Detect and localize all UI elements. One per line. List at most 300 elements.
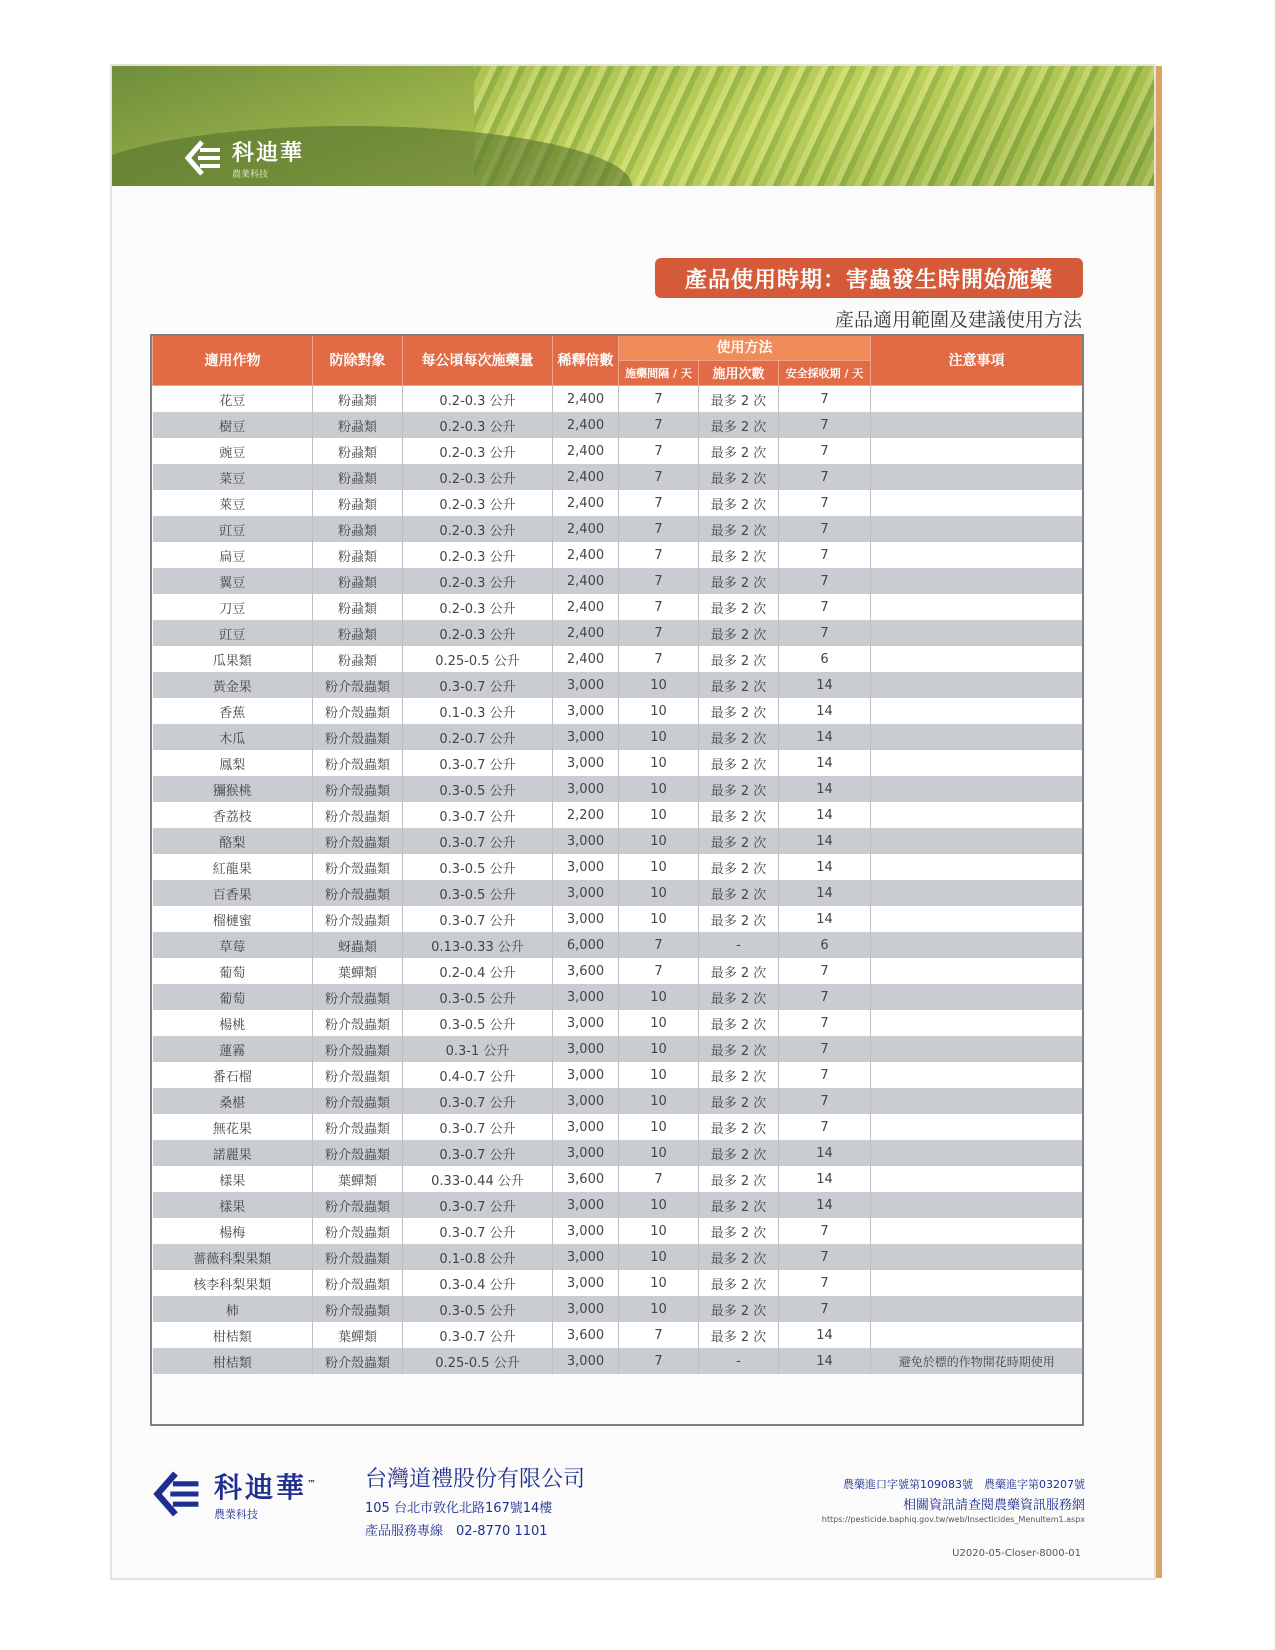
table-row [153, 1140, 1083, 1166]
cell-crop: 菜豆 [153, 464, 313, 490]
cell-notes [871, 386, 1083, 413]
cell-interval: 10 [619, 724, 699, 750]
cell-harvest: 7 [779, 594, 871, 620]
table-row [153, 594, 1083, 620]
cell-dose: 0.3-0.7 公升 [403, 1218, 553, 1244]
cell-target: 粉介殼蟲類 [313, 1088, 403, 1114]
cell-crop: 萊豆 [153, 490, 313, 516]
company-info [365, 1462, 585, 1539]
cell-dose: 0.3-0.7 公升 [403, 1114, 553, 1140]
cell-target: 蚜蟲類 [313, 932, 403, 958]
cell-dilution: 2,400 [553, 386, 619, 413]
table-row [153, 490, 1083, 516]
cell-target: 粉介殼蟲類 [313, 1140, 403, 1166]
cell-dilution: 3,600 [553, 958, 619, 984]
table-row [153, 1296, 1083, 1322]
cell-times: 最多 2 次 [699, 438, 779, 464]
cell-times: 最多 2 次 [699, 984, 779, 1010]
cell-crop: 桑椹 [153, 1088, 313, 1114]
header-crop: 適用作物 [153, 335, 313, 386]
cell-harvest: 14 [779, 802, 871, 828]
footer-logo [152, 1466, 319, 1522]
cell-target: 粉介殼蟲類 [313, 1270, 403, 1296]
cell-dilution: 2,400 [553, 594, 619, 620]
cell-target: 葉蟬類 [313, 1166, 403, 1192]
cell-times: 最多 2 次 [699, 1244, 779, 1270]
registration-note: 相關資訊請查閱農藥資訊服務網 [902, 1498, 1085, 1513]
cell-interval: 7 [619, 386, 699, 413]
cell-notes [871, 464, 1083, 490]
header-interval: 施藥間隔 / 天 [619, 360, 699, 386]
cell-times: 最多 2 次 [699, 1140, 779, 1166]
cell-notes [871, 1036, 1083, 1062]
table-row [153, 958, 1083, 984]
cell-notes [871, 438, 1083, 464]
footer-brand-name: 科迪華™ [214, 1471, 320, 1504]
cell-notes [871, 646, 1083, 672]
cell-times: 最多 2 次 [699, 802, 779, 828]
cell-crop: 樣果 [153, 1166, 313, 1192]
cell-crop: 豇豆 [153, 620, 313, 646]
cell-interval: 7 [619, 1322, 699, 1348]
cell-notes [871, 880, 1083, 906]
cell-times: 最多 2 次 [699, 1296, 779, 1322]
cell-notes [871, 958, 1083, 984]
cell-notes: 避免於標的作物開花時期使用 [871, 1348, 1083, 1374]
table-row [153, 880, 1083, 906]
cell-target: 粉介殼蟲類 [313, 1192, 403, 1218]
cell-dilution: 3,000 [553, 1192, 619, 1218]
cell-interval: 10 [619, 1218, 699, 1244]
cell-times: 最多 2 次 [699, 1036, 779, 1062]
cell-notes [871, 932, 1083, 958]
cell-crop: 獼猴桃 [153, 776, 313, 802]
cell-harvest: 14 [779, 750, 871, 776]
cell-harvest: 14 [779, 776, 871, 802]
header-dose: 每公頃每次施藥量 [403, 335, 553, 386]
cell-times: 最多 2 次 [699, 854, 779, 880]
cell-times: 最多 2 次 [699, 568, 779, 594]
table-row [153, 1270, 1083, 1296]
cell-notes [871, 1140, 1083, 1166]
registration-url: https://pesticide.baphiq.gov.tw/web/Insecticides_Menultem1.aspx [821, 1515, 1085, 1524]
cell-dilution: 3,600 [553, 1166, 619, 1192]
cell-crop: 薔薇科梨果類 [153, 1244, 313, 1270]
cell-dilution: 3,000 [553, 828, 619, 854]
cell-harvest: 14 [779, 854, 871, 880]
cell-notes [871, 698, 1083, 724]
corteva-logo-icon [184, 140, 224, 176]
table-row [153, 1036, 1083, 1062]
cell-dilution: 2,400 [553, 438, 619, 464]
cell-times: 最多 2 次 [699, 516, 779, 542]
cell-crop: 柑桔類 [153, 1322, 313, 1348]
cell-crop: 諾麗果 [153, 1140, 313, 1166]
cell-interval: 7 [619, 594, 699, 620]
cell-harvest: 14 [779, 906, 871, 932]
brand-sub: 農業科技 [232, 170, 269, 180]
cell-dose: 0.3-0.7 公升 [403, 1322, 553, 1348]
cell-dilution: 3,000 [553, 776, 619, 802]
cell-crop: 紅龍果 [153, 854, 313, 880]
table-row [153, 984, 1083, 1010]
cell-interval: 7 [619, 1348, 699, 1374]
cell-harvest: 14 [779, 1348, 871, 1374]
cell-target: 葉蟬類 [313, 958, 403, 984]
cell-dilution: 3,000 [553, 1140, 619, 1166]
cell-notes [871, 1010, 1083, 1036]
corteva-logo-icon [152, 1471, 204, 1517]
table-row [153, 828, 1083, 854]
cell-target: 粉介殼蟲類 [313, 1244, 403, 1270]
cell-dilution: 2,400 [553, 490, 619, 516]
table-row [153, 646, 1083, 672]
cell-target: 粉介殼蟲類 [313, 1010, 403, 1036]
cell-dilution: 2,400 [553, 620, 619, 646]
table-row [153, 542, 1083, 568]
cell-notes [871, 984, 1083, 1010]
table-row [153, 620, 1083, 646]
table-row [153, 802, 1083, 828]
cell-target: 粉介殼蟲類 [313, 802, 403, 828]
company-hotline: 產品服務專線 02-8770 1101 [365, 1524, 548, 1539]
cell-dilution: 3,000 [553, 698, 619, 724]
cell-crop: 核李科梨果類 [153, 1270, 313, 1296]
cell-dilution: 3,000 [553, 1244, 619, 1270]
cell-times: 最多 2 次 [699, 828, 779, 854]
cell-crop: 香荔枝 [153, 802, 313, 828]
cell-times: 最多 2 次 [699, 1218, 779, 1244]
cell-interval: 7 [619, 516, 699, 542]
cell-target: 粉蝨類 [313, 568, 403, 594]
cell-notes [871, 1166, 1083, 1192]
header-notes: 注意事項 [871, 335, 1083, 386]
cell-crop: 翼豆 [153, 568, 313, 594]
cell-notes [871, 1218, 1083, 1244]
cell-target: 粉介殼蟲類 [313, 1296, 403, 1322]
cell-harvest: 7 [779, 1296, 871, 1322]
cell-dose: 0.25-0.5 公升 [403, 1348, 553, 1374]
cell-dose: 0.25-0.5 公升 [403, 646, 553, 672]
cell-interval: 10 [619, 1270, 699, 1296]
cell-dose: 0.3-0.5 公升 [403, 1296, 553, 1322]
header-dilution: 稀釋倍數 [553, 335, 619, 386]
cell-harvest: 14 [779, 828, 871, 854]
cell-harvest: 7 [779, 1244, 871, 1270]
cell-interval: 10 [619, 1244, 699, 1270]
cell-times: 最多 2 次 [699, 776, 779, 802]
cell-crop: 花豆 [153, 386, 313, 413]
cell-harvest: 14 [779, 698, 871, 724]
cell-dose: 0.3-0.7 公升 [403, 1192, 553, 1218]
cell-interval: 10 [619, 1036, 699, 1062]
cell-interval: 10 [619, 672, 699, 698]
table-row [153, 1218, 1083, 1244]
cell-interval: 7 [619, 438, 699, 464]
header-banner [112, 66, 1154, 186]
cell-times: 最多 2 次 [699, 490, 779, 516]
cell-target: 粉介殼蟲類 [313, 1062, 403, 1088]
cell-dose: 0.2-0.3 公升 [403, 620, 553, 646]
cell-crop: 柿 [153, 1296, 313, 1322]
cell-crop: 鳳梨 [153, 750, 313, 776]
cell-interval: 10 [619, 802, 699, 828]
cell-times: 最多 2 次 [699, 412, 779, 438]
table-row [153, 464, 1083, 490]
cell-notes [871, 620, 1083, 646]
cell-interval: 7 [619, 646, 699, 672]
cell-dilution: 3,000 [553, 672, 619, 698]
usage-period-title: 產品使用時期：害蟲發生時開始施藥 [655, 258, 1083, 298]
table-body [153, 386, 1083, 1375]
cell-dose: 0.3-0.7 公升 [403, 1140, 553, 1166]
cell-crop: 草莓 [153, 932, 313, 958]
cell-times: 最多 2 次 [699, 672, 779, 698]
cell-dose: 0.3-0.7 公升 [403, 672, 553, 698]
table-row [153, 672, 1083, 698]
cell-dose: 0.2-0.3 公升 [403, 542, 553, 568]
cell-times: 最多 2 次 [699, 646, 779, 672]
cell-interval: 10 [619, 984, 699, 1010]
cell-crop: 榴槤蜜 [153, 906, 313, 932]
cell-dose: 0.1-0.8 公升 [403, 1244, 553, 1270]
cell-times: 最多 2 次 [699, 1270, 779, 1296]
cell-dilution: 3,000 [553, 880, 619, 906]
cell-dilution: 3,000 [553, 1348, 619, 1374]
cell-harvest: 7 [779, 1088, 871, 1114]
cell-harvest: 7 [779, 1270, 871, 1296]
cell-dose: 0.2-0.4 公升 [403, 958, 553, 984]
cell-harvest: 14 [779, 724, 871, 750]
header-times: 施用次數 [699, 360, 779, 386]
cell-dilution: 2,400 [553, 412, 619, 438]
cell-times: 最多 2 次 [699, 750, 779, 776]
cell-interval: 7 [619, 958, 699, 984]
cell-dilution: 2,400 [553, 568, 619, 594]
table-row [153, 1244, 1083, 1270]
cell-target: 粉介殼蟲類 [313, 1114, 403, 1140]
table-row [153, 750, 1083, 776]
cell-target: 粉蝨類 [313, 620, 403, 646]
cell-dose: 0.3-0.5 公升 [403, 776, 553, 802]
cell-notes [871, 906, 1083, 932]
cell-harvest: 7 [779, 516, 871, 542]
cell-dose: 0.2-0.3 公升 [403, 594, 553, 620]
cell-crop: 扁豆 [153, 542, 313, 568]
cell-crop: 刀豆 [153, 594, 313, 620]
cell-harvest: 7 [779, 1036, 871, 1062]
cell-target: 粉蝨類 [313, 464, 403, 490]
cell-interval: 7 [619, 464, 699, 490]
cell-target: 粉蝨類 [313, 412, 403, 438]
cell-crop: 楊梅 [153, 1218, 313, 1244]
cell-harvest: 14 [779, 1322, 871, 1348]
cell-dilution: 3,000 [553, 750, 619, 776]
cell-harvest: 7 [779, 438, 871, 464]
cell-target: 粉介殼蟲類 [313, 828, 403, 854]
table-row [153, 776, 1083, 802]
cell-times: 最多 2 次 [699, 1010, 779, 1036]
table-row [153, 1322, 1083, 1348]
cell-harvest: 7 [779, 490, 871, 516]
table-row [153, 386, 1083, 413]
cell-target: 粉蝨類 [313, 594, 403, 620]
cell-dilution: 3,000 [553, 724, 619, 750]
cell-crop: 瓜果類 [153, 646, 313, 672]
cell-harvest: 7 [779, 1218, 871, 1244]
cell-interval: 7 [619, 542, 699, 568]
cell-harvest: 14 [779, 1140, 871, 1166]
cell-notes [871, 490, 1083, 516]
cell-harvest: 14 [779, 880, 871, 906]
cell-crop: 黃金果 [153, 672, 313, 698]
table-row [153, 412, 1083, 438]
cell-harvest: 14 [779, 1166, 871, 1192]
cell-dose: 0.3-0.5 公升 [403, 854, 553, 880]
cell-notes [871, 1192, 1083, 1218]
cell-target: 粉蝨類 [313, 516, 403, 542]
cell-dilution: 3,000 [553, 854, 619, 880]
table-row [153, 1348, 1083, 1374]
cell-harvest: 14 [779, 672, 871, 698]
cell-interval: 10 [619, 1296, 699, 1322]
cell-notes [871, 568, 1083, 594]
cell-target: 粉介殼蟲類 [313, 1348, 403, 1374]
cell-dilution: 3,600 [553, 1322, 619, 1348]
cell-target: 粉蝨類 [313, 438, 403, 464]
cell-dose: 0.3-0.7 公升 [403, 802, 553, 828]
cell-dilution: 2,200 [553, 802, 619, 828]
cell-dilution: 3,000 [553, 1062, 619, 1088]
table-row [153, 1088, 1083, 1114]
cell-times: - [699, 1348, 779, 1374]
header-target: 防除對象 [313, 335, 403, 386]
cell-harvest: 7 [779, 542, 871, 568]
cell-dilution: 3,000 [553, 1036, 619, 1062]
table-row [153, 1192, 1083, 1218]
cell-crop: 無花果 [153, 1114, 313, 1140]
cell-harvest: 7 [779, 958, 871, 984]
cell-dilution: 2,400 [553, 646, 619, 672]
cell-dilution: 3,000 [553, 1114, 619, 1140]
banner-logo [184, 136, 304, 180]
cell-dose: 0.2-0.7 公升 [403, 724, 553, 750]
cell-interval: 10 [619, 776, 699, 802]
cell-dose: 0.3-1 公升 [403, 1036, 553, 1062]
cell-times: 最多 2 次 [699, 594, 779, 620]
cell-interval: 10 [619, 854, 699, 880]
cell-crop: 豇豆 [153, 516, 313, 542]
cell-target: 粉介殼蟲類 [313, 984, 403, 1010]
cell-crop: 蓮霧 [153, 1036, 313, 1062]
cell-notes [871, 854, 1083, 880]
cell-notes [871, 1296, 1083, 1322]
cell-times: 最多 2 次 [699, 1114, 779, 1140]
document-code: U2020-05-Closer-8000-01 [952, 1548, 1081, 1559]
cell-times: 最多 2 次 [699, 386, 779, 413]
cell-notes [871, 594, 1083, 620]
cell-interval: 10 [619, 1192, 699, 1218]
cell-crop: 楊桃 [153, 1010, 313, 1036]
cell-notes [871, 412, 1083, 438]
cell-target: 粉介殼蟲類 [313, 1218, 403, 1244]
cell-times: 最多 2 次 [699, 1322, 779, 1348]
cell-dose: 0.3-0.4 公升 [403, 1270, 553, 1296]
cell-harvest: 7 [779, 620, 871, 646]
cell-times: 最多 2 次 [699, 1166, 779, 1192]
cell-dose: 0.2-0.3 公升 [403, 490, 553, 516]
cell-dose: 0.2-0.3 公升 [403, 568, 553, 594]
cell-times: 最多 2 次 [699, 698, 779, 724]
cell-dilution: 3,000 [553, 1010, 619, 1036]
cell-dose: 0.3-0.7 公升 [403, 828, 553, 854]
cell-times: 最多 2 次 [699, 1062, 779, 1088]
cell-target: 粉介殼蟲類 [313, 750, 403, 776]
cell-dose: 0.3-0.5 公升 [403, 880, 553, 906]
footer-brand-sub: 農業科技 [214, 1508, 258, 1521]
cell-crop: 柑桔類 [153, 1348, 313, 1374]
cell-dose: 0.2-0.3 公升 [403, 516, 553, 542]
cell-crop: 番石榴 [153, 1062, 313, 1088]
cell-harvest: 7 [779, 568, 871, 594]
cell-crop: 百香果 [153, 880, 313, 906]
cell-interval: 7 [619, 412, 699, 438]
cell-dose: 0.4-0.7 公升 [403, 1062, 553, 1088]
company-address: 105 台北市敦化北路167號14樓 [365, 1501, 553, 1516]
cell-interval: 7 [619, 490, 699, 516]
table-subtitle: 產品適用範圍及建議使用方法 [834, 309, 1082, 331]
cell-dilution: 3,000 [553, 906, 619, 932]
cell-notes [871, 516, 1083, 542]
cell-harvest: 14 [779, 1192, 871, 1218]
cell-target: 粉介殼蟲類 [313, 776, 403, 802]
cell-harvest: 7 [779, 1114, 871, 1140]
cell-times: 最多 2 次 [699, 542, 779, 568]
cell-harvest: 7 [779, 412, 871, 438]
cell-target: 粉蝨類 [313, 490, 403, 516]
cell-dose: 0.2-0.3 公升 [403, 386, 553, 413]
cell-interval: 10 [619, 1088, 699, 1114]
cell-interval: 10 [619, 828, 699, 854]
table-row [153, 516, 1083, 542]
table-row [153, 906, 1083, 932]
cell-dilution: 3,000 [553, 1296, 619, 1322]
cell-crop: 樹豆 [153, 412, 313, 438]
cell-notes [871, 750, 1083, 776]
cell-interval: 10 [619, 698, 699, 724]
cell-notes [871, 542, 1083, 568]
cell-crop: 木瓜 [153, 724, 313, 750]
registration-numbers: 農藥進口字號第109083號 農藥進字第03207號 [843, 1478, 1085, 1491]
cell-dose: 0.33-0.44 公升 [403, 1166, 553, 1192]
table-row [153, 932, 1083, 958]
cell-target: 粉介殼蟲類 [313, 906, 403, 932]
table-row [153, 854, 1083, 880]
cell-interval: 10 [619, 880, 699, 906]
company-name: 台灣道禮股份有限公司 [365, 1467, 586, 1492]
table-row [153, 1114, 1083, 1140]
cell-interval: 7 [619, 568, 699, 594]
cell-interval: 7 [619, 1166, 699, 1192]
cell-crop: 葡萄 [153, 984, 313, 1010]
cell-dose: 0.3-0.7 公升 [403, 906, 553, 932]
table-row [153, 698, 1083, 724]
cell-target: 粉介殼蟲類 [313, 854, 403, 880]
cell-times: 最多 2 次 [699, 1088, 779, 1114]
cell-dose: 0.3-0.7 公升 [403, 750, 553, 776]
cell-interval: 10 [619, 906, 699, 932]
cell-dose: 0.2-0.3 公升 [403, 412, 553, 438]
